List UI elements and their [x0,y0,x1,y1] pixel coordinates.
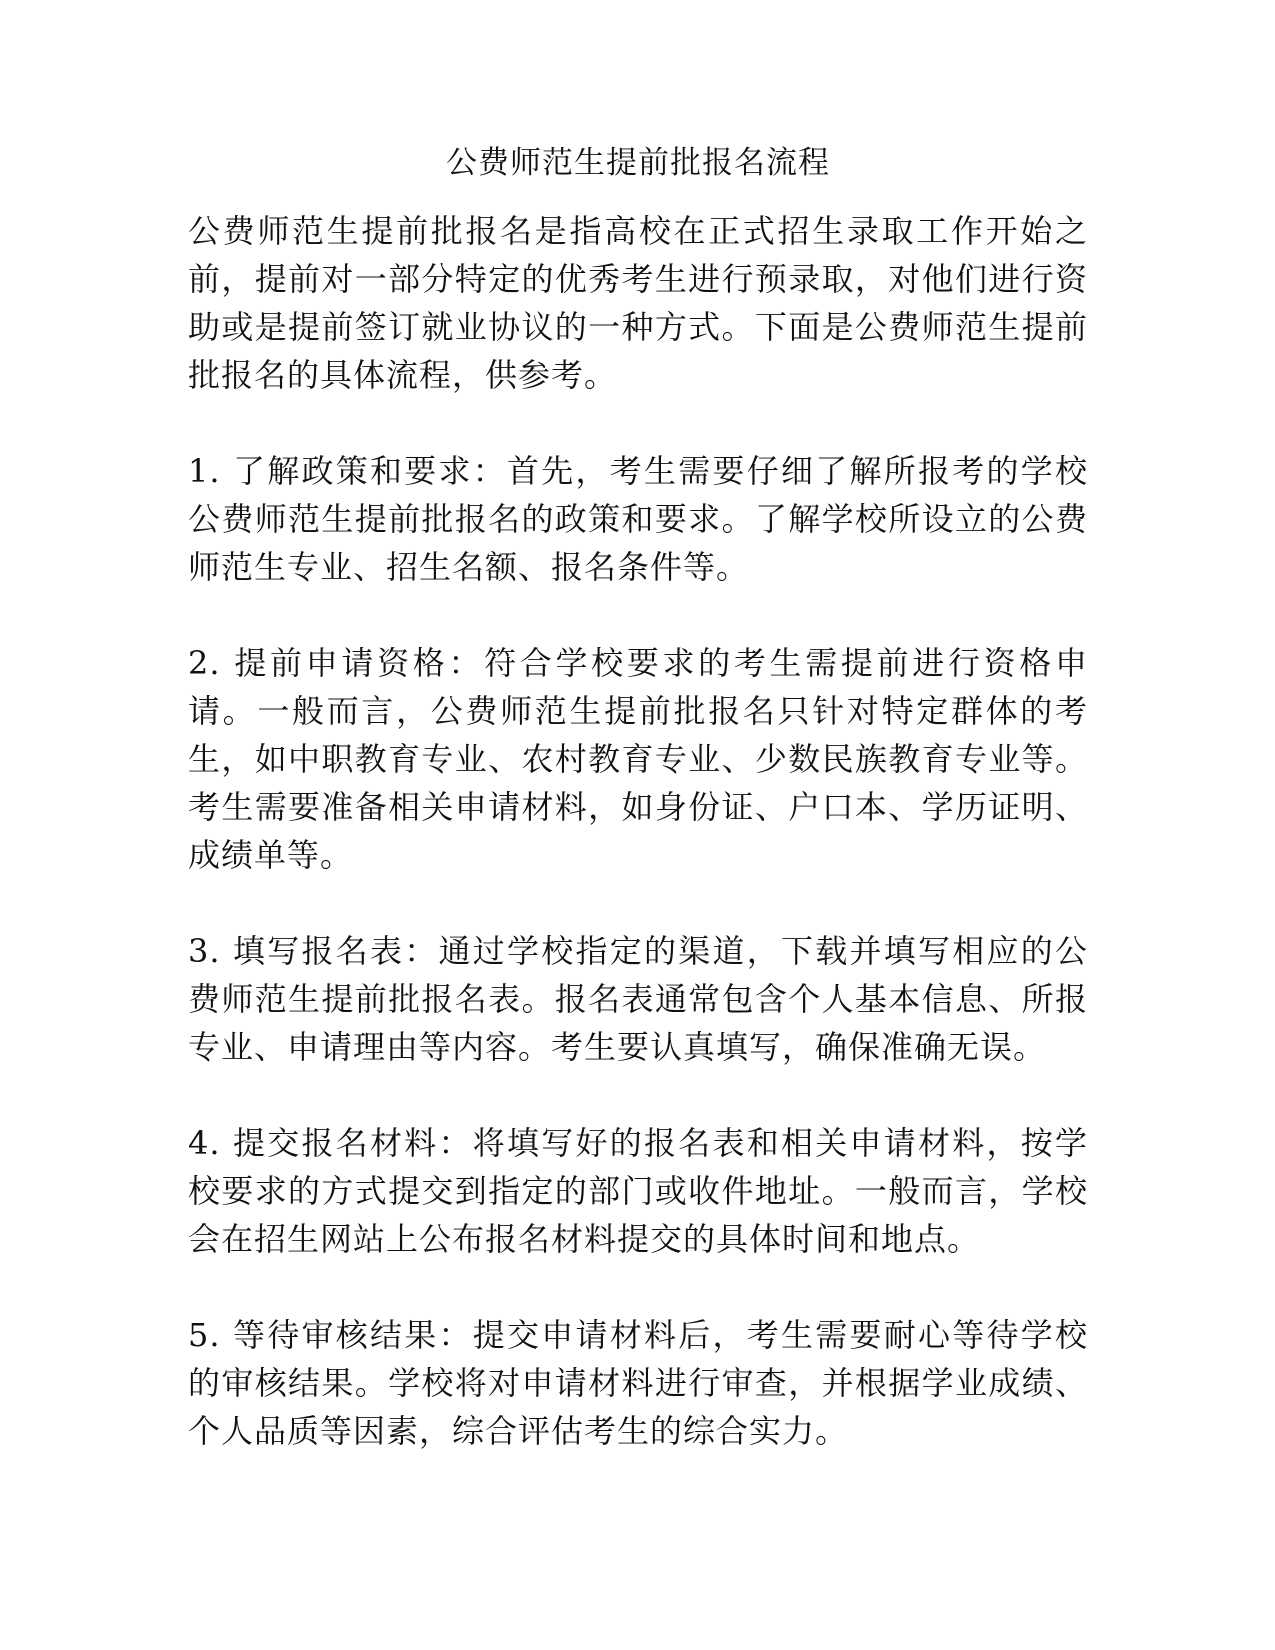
document-title: 公费师范生提前批报名流程 [446,145,830,181]
step-5-paragraph: 5. 等待审核结果：提交申请材料后，考生需要耐心等待学校的审核结果。学校将对申请材料进行审查，并根据学业成绩、个人品质等因素，综合评估考生的综合实力。 [188,1315,1088,1450]
step-1-paragraph: 1. 了解政策和要求：首先，考生需要仔细了解所报考的学校公费师范生提前批报名的政策和要求。了解学校所设立的公费师范生专业、招生名额、报名条件等。 [188,451,1088,586]
step-4-paragraph: 4. 提交报名材料：将填写好的报名表和相关申请材料，按学校要求的方式提交到指定的部门或收件地址。一般而言，学校会在招生网站上公布报名材料提交的具体时间和地点。 [188,1123,1088,1258]
intro-paragraph: 公费师范生提前批报名是指高校在正式招生录取工作开始之前，提前对一部分特定的优秀考生进行预录取，对他们进行资助或是提前签订就业协议的一种方式。下面是公费师范生提前批报名的具体流程，供参考。 [188,211,1088,394]
step-3-paragraph: 3. 填写报名表：通过学校指定的渠道，下载并填写相应的公费师范生提前批报名表。报名表通常包含个人基本信息、所报专业、申请理由等内容。考生要认真填写，确保准确无误。 [188,931,1088,1066]
document-page [188,140,1088,1503]
step-2-paragraph: 2. 提前申请资格：符合学校要求的考生需提前进行资格申请。一般而言，公费师范生提前批报名只针对特定群体的考生，如中职教育专业、农村教育专业、少数民族教育专业等。考生需要准备相关申请材料，如身份证、户口本、学历证明、成绩单等。 [188,643,1088,874]
